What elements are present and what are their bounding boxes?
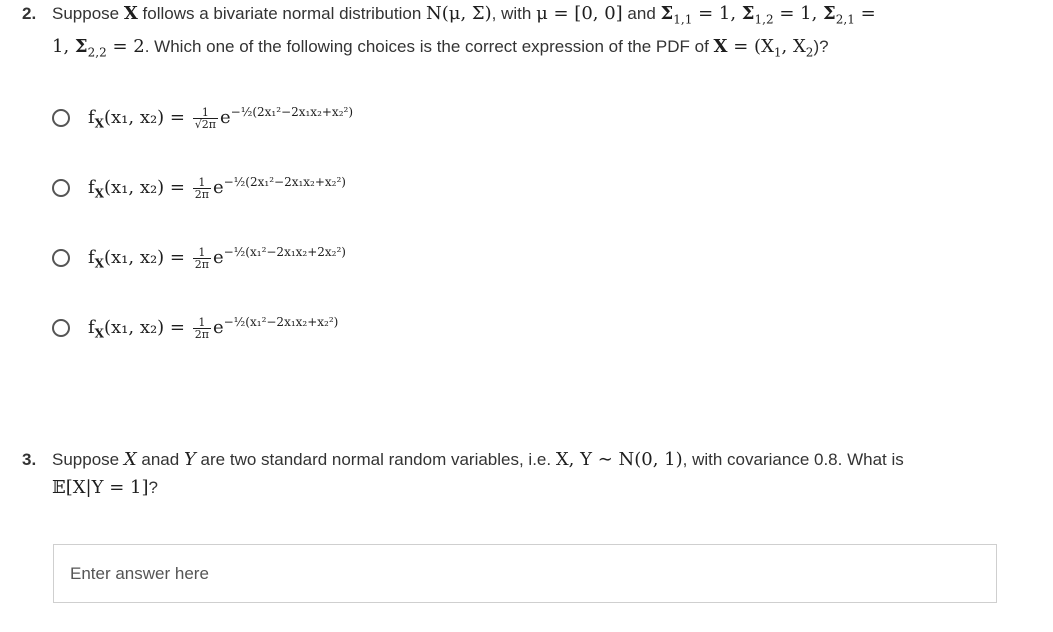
option-1-formula: $f_X(x_1$, x₂) = $\frac{1}{√2\pi}$ $e^{-\frac{1}{2}(2x_1^2-2x_1x_2+x_2^2)}$ <box>88 105 354 131</box>
question-3-line-1: 3. Suppose X anad Y are two standard normal random variables, i.e. X, Y ∼ N(0, 1), with covariance 0.8. What is <box>22 446 1023 474</box>
radio-option-4[interactable] <box>52 319 70 337</box>
question-2-line-1: 2. Suppose X follows a bivariate normal distribution N(μ, Σ), with μ = [0, 0] and $\Sigma_{1,1} = 1$, $\Sigma_{1,2} = 1$, $\Sigma_{2,1}$ = <box>22 0 1023 33</box>
question-2-number: 2. <box>22 4 37 23</box>
option-2-formula: $f_X(x_1$, x₂) = $\frac{1}{2\pi}$ $e^{-\frac{1}{2}(2x_1^2-2x_1x_2+x_2^2)}$ <box>88 175 346 201</box>
option-3-formula: $f_X(x_1$, x₂) = $\frac{1}{2\pi}$ $e^{-\frac{1}{2}(x_1^2-2x_1x_2+2x_2^2)}$ <box>88 245 346 271</box>
question-2-line-2: 1, $\Sigma_{2,2} = 2$. Which one of the following choices is the correct expression of the PDF of $X = (X_1$, $X_2$)? <box>52 36 829 60</box>
radio-option-2[interactable] <box>52 179 70 197</box>
option-4-formula: $f_X(x_1$, x₂) = $\frac{1}{2\pi}$ $e^{-\frac{1}{2}(x_1^2-2x_1x_2+x_2^2)}$ <box>88 315 339 341</box>
question-3-number: 3. <box>22 450 37 469</box>
option-4[interactable] <box>52 310 338 346</box>
option-3[interactable] <box>52 240 346 276</box>
option-2[interactable] <box>52 170 346 206</box>
question-3-line-2: 𝔼[X|Y = 1]? <box>52 477 158 498</box>
question-2 <box>22 0 1023 67</box>
radio-option-1[interactable] <box>52 109 70 127</box>
option-1[interactable] <box>52 100 353 136</box>
answer-input[interactable] <box>53 544 997 603</box>
question-3 <box>22 446 1023 502</box>
radio-option-3[interactable] <box>52 249 70 267</box>
